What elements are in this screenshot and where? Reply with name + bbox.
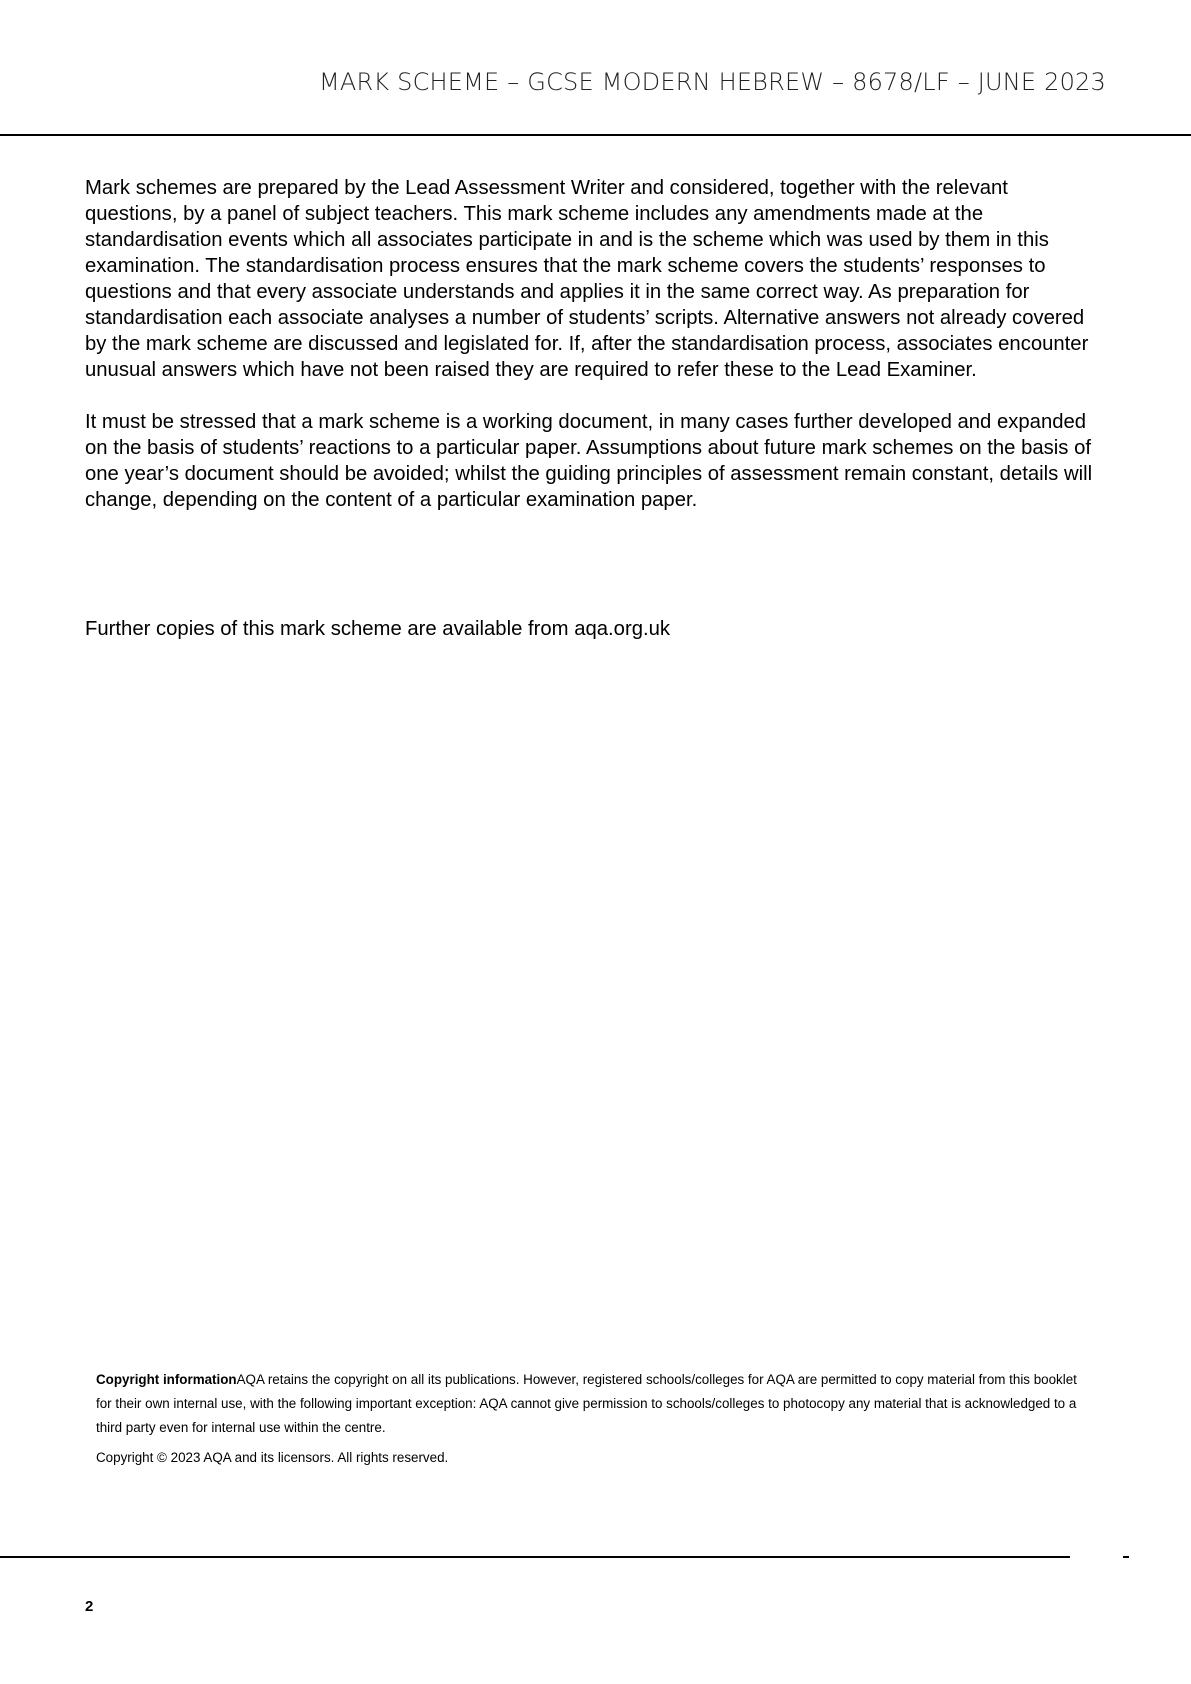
footer-dash-mark: [1123, 1556, 1129, 1558]
further-copies-note: Further copies of this mark scheme are available from aqa.org.uk: [85, 618, 671, 640]
copyright-label: Copyright information: [96, 1372, 237, 1387]
copyright-section: [96, 1368, 1096, 1470]
page-number: 2: [85, 1598, 94, 1615]
paragraph-working-document: It must be stressed that a mark scheme is a working document, in many cases further developed and expanded on the basis of students’ reactions to a particular paper. Assumptions about future mark schemes on the basis of one year’s document should be avoided; whilst the guiding principles of assessment remain constant, details will change, depending on the content of a particular examination paper.: [85, 411, 1093, 511]
header-divider: [0, 134, 1191, 136]
paragraph-mark-scheme-preparation: Mark schemes are prepared by the Lead Assessment Writer and considered, together with the relevant questions, by a panel of subject teachers. This mark scheme includes any amendments made at the standardisation events which all associates participate in and is the scheme which was used by them in this examination. The standardisation process ensures that the mark scheme covers the students’ responses to questions and that every associate understands and applies it in the same correct way. As preparation for standardisation each associate analyses a number of students’ scripts. Alternative answers not already covered by the mark scheme are discussed and legislated for. If, after the standardisation process, associates encounter unusual answers which have not been raised they are required to refer these to the Lead Examiner.: [85, 177, 1089, 381]
copyright-information-paragraph: [96, 1368, 1096, 1440]
main-content: [85, 175, 1095, 513]
copyright-text: AQA retains the copyright on all its publications. However, registered schools/colleges for AQA are permitted to copy material from this booklet for their own internal use, with the following important exception: AQA cannot give permission to schools/colleges to photocopy any material that is acknowledged to a third party even for internal use within the centre.: [96, 1372, 1077, 1435]
copyright-notice: Copyright © 2023 AQA and its licensors. All rights reserved.: [96, 1450, 449, 1465]
footer-divider: [0, 1556, 1070, 1558]
page-header-title: MARK SCHEME – GCSE MODERN HEBREW – 8678/LF – JUNE 2023: [318, 68, 1106, 96]
